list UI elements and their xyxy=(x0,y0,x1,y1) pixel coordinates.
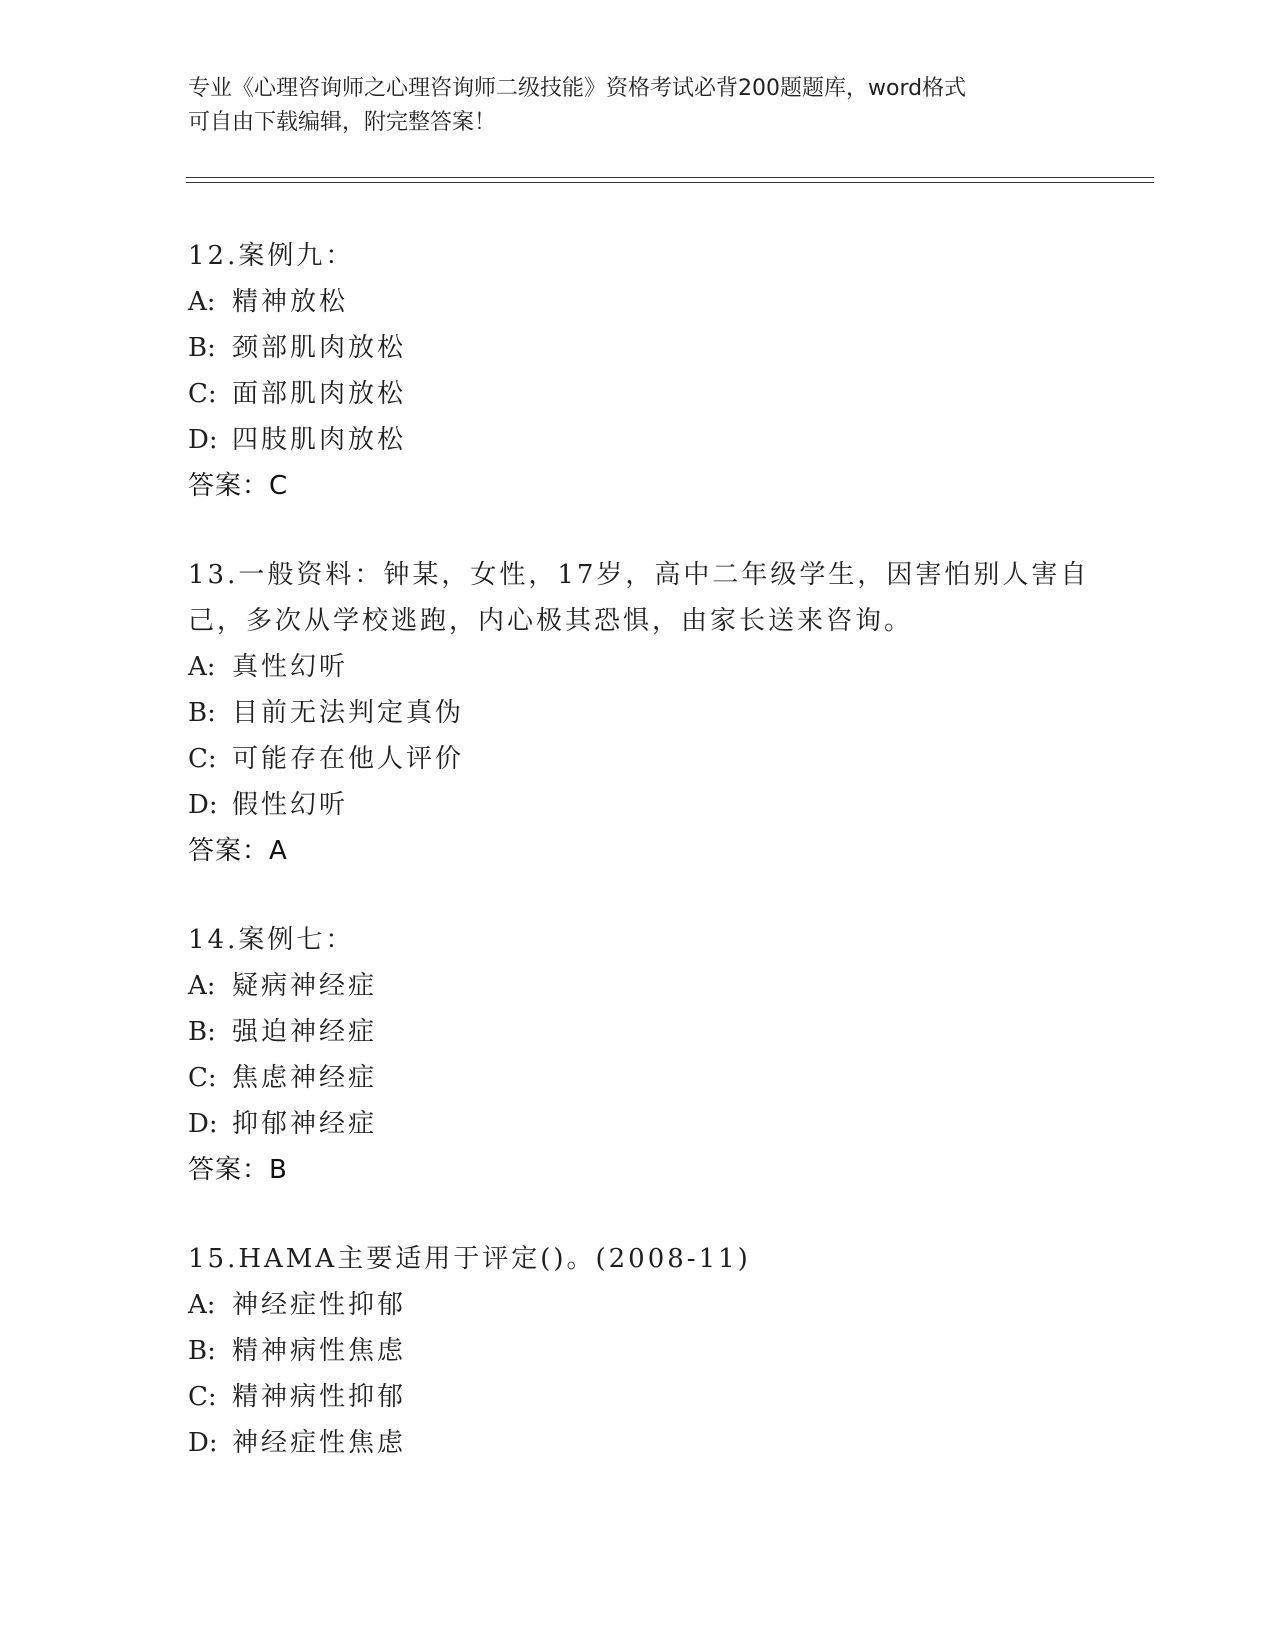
option-letter: C: xyxy=(188,1382,217,1412)
option-text: 可能存在他人评价 xyxy=(232,744,465,774)
header-line-2: 可自由下载编辑，附完整答案！ xyxy=(188,110,497,135)
option-a xyxy=(188,279,1118,325)
option-text: 精神病性抑郁 xyxy=(232,1382,407,1412)
option-b xyxy=(188,1328,1118,1374)
option-d xyxy=(188,1420,1118,1466)
answer-label: 答案：C xyxy=(188,471,289,501)
option-text: 疑病神经症 xyxy=(232,971,378,1001)
option-letter: B: xyxy=(188,1336,216,1366)
option-letter: A: xyxy=(188,1290,216,1320)
option-d xyxy=(188,417,1118,463)
option-text: 焦虑神经症 xyxy=(232,1063,378,1093)
answer-label: 答案：A xyxy=(188,836,288,866)
option-text: 神经症性焦虑 xyxy=(232,1428,407,1458)
option-text: 强迫神经症 xyxy=(232,1017,378,1047)
question-13 xyxy=(188,552,1118,874)
option-c xyxy=(188,1055,1118,1101)
question-title: 12.案例九： xyxy=(188,241,355,271)
option-letter: B: xyxy=(188,1017,216,1047)
option-letter: A: xyxy=(188,652,216,682)
option-c xyxy=(188,371,1118,417)
option-c xyxy=(188,1374,1118,1420)
document-header xyxy=(188,72,1088,140)
header-line-1: 专业《心理咨询师之心理咨询师二级技能》资格考试必背200题题库，word格式 xyxy=(188,76,967,101)
option-text: 神经症性抑郁 xyxy=(232,1290,407,1320)
option-a xyxy=(188,963,1118,1009)
option-text: 假性幻听 xyxy=(232,790,349,820)
option-letter: B: xyxy=(188,698,216,728)
option-text: 真性幻听 xyxy=(232,652,349,682)
option-text: 精神放松 xyxy=(232,287,349,317)
question-14 xyxy=(188,917,1118,1193)
option-text: 抑郁神经症 xyxy=(232,1109,378,1139)
option-d xyxy=(188,782,1118,828)
option-letter: D: xyxy=(188,1428,218,1458)
option-text: 四肢肌肉放松 xyxy=(232,425,407,455)
option-b xyxy=(188,325,1118,371)
option-a xyxy=(188,644,1118,690)
option-d xyxy=(188,1101,1118,1147)
header-divider-top xyxy=(186,177,1154,178)
option-letter: C: xyxy=(188,744,217,774)
question-title: 15.HAMA主要适用于评定()。(2008-11) xyxy=(188,1244,751,1274)
option-b xyxy=(188,690,1118,736)
option-a xyxy=(188,1282,1118,1328)
option-letter: B: xyxy=(188,333,216,363)
question-title: 14.案例七： xyxy=(188,925,355,955)
option-letter: D: xyxy=(188,790,218,820)
question-title-line-2: 己，多次从学校逃跑，内心极其恐惧，由家长送来咨询。 xyxy=(188,606,914,636)
option-text: 颈部肌肉放松 xyxy=(232,333,407,363)
header-divider-bottom xyxy=(186,182,1154,183)
option-text: 面部肌肉放松 xyxy=(232,379,407,409)
option-text: 精神病性焦虑 xyxy=(232,1336,407,1366)
option-letter: D: xyxy=(188,1109,218,1139)
question-15 xyxy=(188,1236,1118,1466)
question-title-line-1: 13.一般资料：钟某，女性，17岁，高中二年级学生，因害怕别人害自 xyxy=(188,560,1090,590)
question-12 xyxy=(188,233,1118,509)
option-letter: D: xyxy=(188,425,218,455)
option-text: 目前无法判定真伪 xyxy=(232,698,465,728)
answer-label: 答案：B xyxy=(188,1155,288,1185)
option-b xyxy=(188,1009,1118,1055)
option-c xyxy=(188,736,1118,782)
option-letter: C: xyxy=(188,379,217,409)
option-letter: C: xyxy=(188,1063,217,1093)
option-letter: A: xyxy=(188,287,216,317)
option-letter: A: xyxy=(188,971,216,1001)
